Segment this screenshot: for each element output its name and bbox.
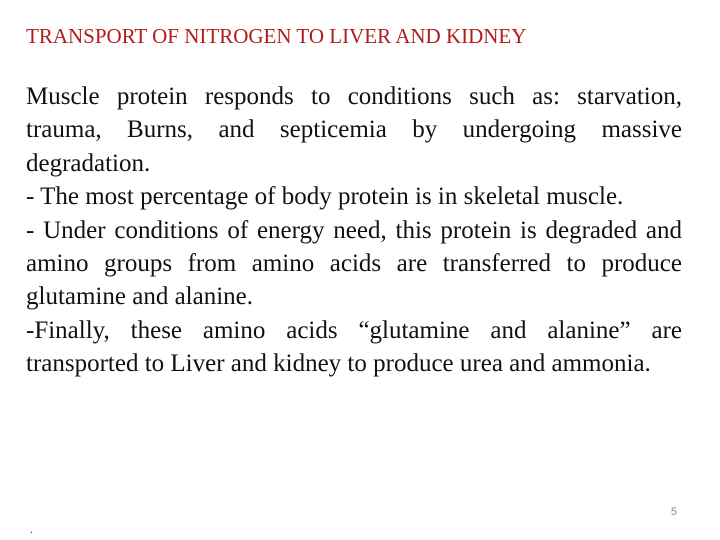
footer-mark: . bbox=[30, 522, 33, 536]
page-number: 5 bbox=[670, 506, 677, 518]
slide-body bbox=[26, 80, 682, 381]
body-paragraph-energy-need: - Under conditions of energy need, this protein is degraded and amino groups from amino acids are transferred to produce glutamine and alanine. bbox=[26, 216, 682, 311]
body-paragraph-transport: -Finally, these amino acids “glutamine and alanine” are transported to Liver and kidney to produce urea and ammonia. bbox=[26, 316, 682, 378]
body-paragraph-intro: Muscle protein responds to conditions such as: starvation, trauma, Burns, and septicemia by undergoing massive degradation. bbox=[26, 83, 682, 177]
slide-title: TRANSPORT OF NITROGEN TO LIVER AND KIDNEY bbox=[26, 24, 527, 48]
body-paragraph-skeletal-muscle: - The most percentage of body protein is in skeletal muscle. bbox=[26, 183, 624, 211]
